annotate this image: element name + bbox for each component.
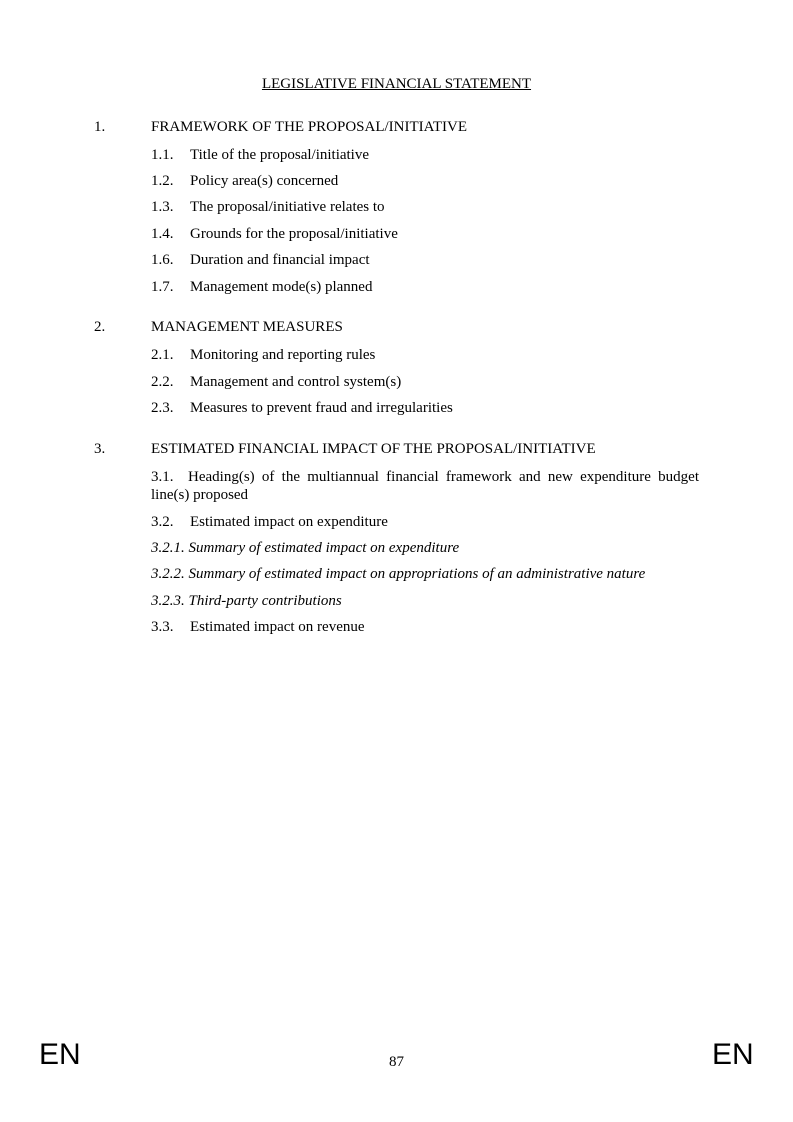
item-number: 1.7. — [151, 279, 174, 295]
toc-item-3-2 — [151, 513, 699, 531]
item-number: 1.4. — [151, 226, 174, 242]
toc-item-2-1 — [151, 346, 699, 364]
item-number: 3.3. — [151, 619, 174, 635]
toc-item-3-2-2 — [151, 565, 699, 583]
document-title: LEGISLATIVE FINANCIAL STATEMENT — [261, 76, 532, 92]
item-text: Duration and financial impact — [190, 252, 370, 268]
item-text: Measures to prevent fraud and irregularities — [190, 400, 453, 416]
toc-item-2-3 — [151, 399, 699, 417]
item-number: 2.2. — [151, 374, 174, 390]
item-text: Title of the proposal/initiative — [190, 147, 370, 163]
page-number: 87 — [389, 1054, 404, 1070]
item-text: 3.2.1. Summary of estimated impact on expenditure — [151, 540, 460, 556]
item-text: Grounds for the proposal/initiative — [190, 226, 398, 242]
item-text: Management mode(s) planned — [190, 279, 373, 295]
toc-item-1-3 — [151, 198, 699, 216]
item-number: 3.1. — [151, 469, 174, 485]
item-text: Management and control system(s) — [190, 374, 402, 390]
item-number: 1.2. — [151, 173, 174, 189]
section-number: 1. — [94, 119, 106, 135]
section-number: 2. — [94, 319, 106, 335]
section-title: MANAGEMENT MEASURES — [151, 319, 343, 335]
item-number: 1.1. — [151, 147, 174, 163]
item-number: 2.3. — [151, 400, 174, 416]
item-text: Estimated impact on revenue — [190, 619, 365, 635]
item-number: 1.6. — [151, 252, 174, 268]
section-title: FRAMEWORK OF THE PROPOSAL/INITIATIVE — [151, 119, 467, 135]
footer-language-left: EN — [39, 1038, 81, 1071]
toc-item-1-4 — [151, 225, 699, 243]
toc-item-3-1 — [151, 468, 699, 504]
section-title: ESTIMATED FINANCIAL IMPACT OF THE PROPOSAL/INITIATIVE — [151, 441, 596, 457]
item-number: 3.2. — [151, 514, 174, 530]
toc-item-3-2-3 — [151, 592, 699, 610]
section-number: 3. — [94, 441, 106, 457]
item-text: Estimated impact on expenditure — [190, 514, 388, 530]
item-number: 2.1. — [151, 347, 174, 363]
toc-item-1-2 — [151, 172, 699, 190]
toc-item-1-7 — [151, 278, 699, 296]
toc-item-1-1 — [151, 146, 699, 164]
toc-item-3-2-1 — [151, 539, 699, 557]
item-text: Policy area(s) concerned — [190, 173, 339, 189]
toc-item-3-3 — [151, 618, 699, 636]
item-text: Heading(s) of the multiannual financial framework and new expenditure budget line(s) proposed — [151, 469, 699, 503]
toc-item-2-2 — [151, 373, 699, 391]
footer-language-right: EN — [712, 1038, 754, 1071]
item-text: Monitoring and reporting rules — [190, 347, 376, 363]
item-number: 1.3. — [151, 199, 174, 215]
item-text: The proposal/initiative relates to — [190, 199, 385, 215]
item-text: 3.2.2. Summary of estimated impact on appropriations of an administrative nature — [151, 566, 646, 582]
toc-item-1-6 — [151, 251, 699, 269]
item-text: 3.2.3. Third-party contributions — [151, 593, 342, 609]
